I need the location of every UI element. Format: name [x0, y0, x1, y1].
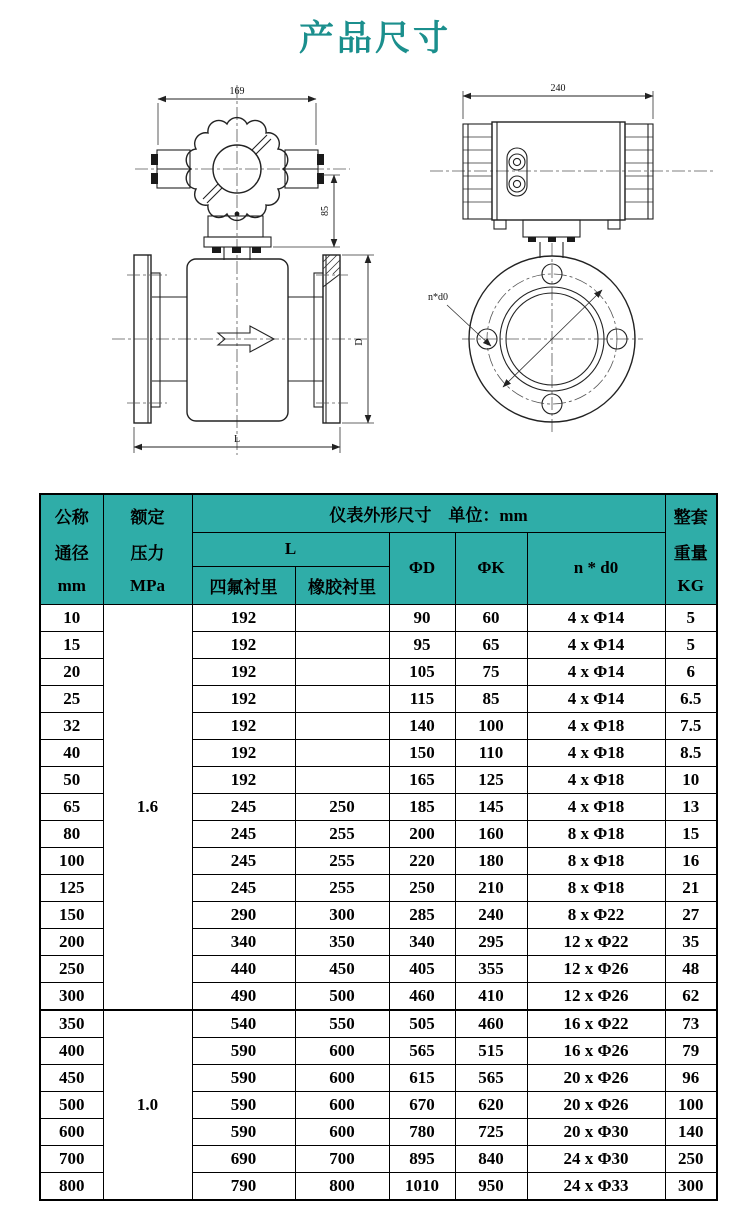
header-n-d0: n * d0 — [527, 532, 665, 604]
table-cell: 490 — [192, 982, 295, 1010]
table-cell: 20 x Φ26 — [527, 1091, 665, 1118]
header-rubber-lining: 橡胶衬里 — [295, 566, 389, 604]
table-cell: 255 — [295, 820, 389, 847]
table-cell: 75 — [455, 658, 527, 685]
header-line: 公称 — [54, 507, 89, 527]
table-cell: 250 — [389, 874, 455, 901]
table-cell: 6 — [665, 658, 717, 685]
header-L: L — [192, 532, 389, 566]
table-cell: 295 — [455, 928, 527, 955]
table-cell: 240 — [455, 901, 527, 928]
table-cell: 8.5 — [665, 739, 717, 766]
table-cell: 565 — [389, 1037, 455, 1064]
table-cell: 40 — [40, 739, 103, 766]
table-cell — [295, 631, 389, 658]
table-cell: 150 — [40, 901, 103, 928]
table-cell: 192 — [192, 631, 295, 658]
pressure-group-cell: 1.0 — [103, 1010, 192, 1200]
table-cell: 500 — [40, 1091, 103, 1118]
table-cell: 110 — [455, 739, 527, 766]
table-cell: 6.5 — [665, 685, 717, 712]
table-cell: 200 — [40, 928, 103, 955]
table-cell: 140 — [389, 712, 455, 739]
table-cell: 350 — [40, 1010, 103, 1038]
table-cell: 255 — [295, 847, 389, 874]
page-title: 产品尺寸 — [298, 19, 451, 58]
table-cell: 440 — [192, 955, 295, 982]
table-cell: 145 — [455, 793, 527, 820]
table-cell: 460 — [455, 1010, 527, 1038]
table-cell: 160 — [455, 820, 527, 847]
table-cell: 600 — [40, 1118, 103, 1145]
front-width-dim-label: 169 — [229, 86, 245, 97]
table-cell: 700 — [295, 1145, 389, 1172]
table-cell: 12 x Φ26 — [527, 982, 665, 1010]
table-cell: 700 — [40, 1145, 103, 1172]
table-cell: 590 — [192, 1118, 295, 1145]
table-cell: 62 — [665, 982, 717, 1010]
table-cell: 245 — [192, 874, 295, 901]
table-cell: 4 x Φ18 — [527, 739, 665, 766]
table-cell: 100 — [665, 1091, 717, 1118]
table-cell: 410 — [455, 982, 527, 1010]
table-cell: 285 — [389, 901, 455, 928]
flowmeter-drawing-svg — [0, 72, 750, 487]
table-cell: 60 — [455, 604, 527, 631]
header-outline-dimensions: 仪表外形尺寸 单位：mm — [192, 494, 665, 532]
table-cell: 115 — [389, 685, 455, 712]
table-cell: 300 — [665, 1172, 717, 1200]
table-cell: 4 x Φ18 — [527, 793, 665, 820]
table-cell: 250 — [40, 955, 103, 982]
table-cell: 725 — [455, 1118, 527, 1145]
front-view-drawing — [112, 85, 374, 455]
table-cell: 79 — [665, 1037, 717, 1064]
table-cell: 65 — [455, 631, 527, 658]
table-cell: 340 — [192, 928, 295, 955]
table-row — [40, 1010, 717, 1038]
table-cell: 192 — [192, 658, 295, 685]
table-cell: 35 — [665, 928, 717, 955]
table-cell: 460 — [389, 982, 455, 1010]
table-cell: 355 — [455, 955, 527, 982]
table-cell — [295, 712, 389, 739]
header-phiK: ΦK — [455, 532, 527, 604]
table-cell: 405 — [389, 955, 455, 982]
table-cell: 590 — [192, 1091, 295, 1118]
header-line: mm — [57, 575, 86, 595]
table-cell: 200 — [389, 820, 455, 847]
table-cell: 150 — [389, 739, 455, 766]
front-length-dim-label: L — [233, 434, 241, 445]
front-height-dim-label: 85 — [320, 206, 331, 216]
table-cell: 20 — [40, 658, 103, 685]
table-cell: 10 — [40, 604, 103, 631]
table-cell: 12 x Φ26 — [527, 955, 665, 982]
table-cell: 4 x Φ14 — [527, 631, 665, 658]
table-cell: 210 — [455, 874, 527, 901]
table-cell: 100 — [40, 847, 103, 874]
table-cell: 895 — [389, 1145, 455, 1172]
side-width-dim-label: 240 — [550, 83, 566, 94]
table-cell: 192 — [192, 766, 295, 793]
table-cell: 165 — [389, 766, 455, 793]
dimensions-table — [39, 493, 718, 1201]
product-drawings — [0, 72, 750, 487]
table-cell: 73 — [665, 1010, 717, 1038]
table-cell: 5 — [665, 604, 717, 631]
table-cell: 670 — [389, 1091, 455, 1118]
table-cell: 250 — [665, 1145, 717, 1172]
table-cell — [295, 739, 389, 766]
table-cell: 245 — [192, 793, 295, 820]
table-cell: 100 — [455, 712, 527, 739]
table-cell: 500 — [295, 982, 389, 1010]
table-cell: 16 x Φ22 — [527, 1010, 665, 1038]
table-cell: 95 — [389, 631, 455, 658]
header-line: 重量 — [673, 544, 708, 564]
table-cell: 690 — [192, 1145, 295, 1172]
header-line: MPa — [130, 575, 165, 595]
header-nominal-diameter — [40, 494, 103, 604]
table-cell: 250 — [295, 793, 389, 820]
table-cell: 540 — [192, 1010, 295, 1038]
front-diameter-dim-label: D — [354, 338, 365, 346]
table-cell: 192 — [192, 604, 295, 631]
table-cell: 590 — [192, 1064, 295, 1091]
header-rated-pressure — [103, 494, 192, 604]
table-cell: 16 — [665, 847, 717, 874]
table-cell: 24 x Φ33 — [527, 1172, 665, 1200]
header-ptfe-lining: 四氟衬里 — [192, 566, 295, 604]
table-cell: 565 — [455, 1064, 527, 1091]
table-cell: 505 — [389, 1010, 455, 1038]
table-cell: 4 x Φ14 — [527, 658, 665, 685]
table-cell: 840 — [455, 1145, 527, 1172]
table-cell: 4 x Φ18 — [527, 712, 665, 739]
side-view-drawing — [428, 83, 716, 434]
header-line: KG — [677, 575, 704, 595]
header-line: 压力 — [130, 544, 165, 564]
table-cell: 180 — [455, 847, 527, 874]
table-cell: 8 x Φ18 — [527, 820, 665, 847]
table-cell: 8 x Φ18 — [527, 874, 665, 901]
table-row — [40, 604, 717, 631]
table-cell: 80 — [40, 820, 103, 847]
table-cell: 600 — [295, 1064, 389, 1091]
table-body — [40, 604, 717, 1200]
table-cell: 32 — [40, 712, 103, 739]
pressure-group-cell: 1.6 — [103, 604, 192, 1010]
table-cell — [295, 604, 389, 631]
table-cell: 790 — [192, 1172, 295, 1200]
table-cell: 8 x Φ18 — [527, 847, 665, 874]
table-cell: 4 x Φ14 — [527, 685, 665, 712]
header-phiD: ΦD — [389, 532, 455, 604]
table-cell: 615 — [389, 1064, 455, 1091]
table-cell: 10 — [665, 766, 717, 793]
table-cell: 192 — [192, 712, 295, 739]
table-cell: 192 — [192, 739, 295, 766]
table-cell: 21 — [665, 874, 717, 901]
table-cell: 25 — [40, 685, 103, 712]
table-cell: 90 — [389, 604, 455, 631]
table-cell: 1010 — [389, 1172, 455, 1200]
table-cell: 780 — [389, 1118, 455, 1145]
table-cell: 800 — [40, 1172, 103, 1200]
table-cell: 27 — [665, 901, 717, 928]
table-cell: 300 — [40, 982, 103, 1010]
table-cell: 125 — [40, 874, 103, 901]
table-cell: 600 — [295, 1118, 389, 1145]
table-cell — [295, 766, 389, 793]
table-cell: 20 x Φ26 — [527, 1064, 665, 1091]
table-cell — [295, 685, 389, 712]
bolt-holes-label: n*d0 — [428, 292, 448, 303]
table-cell: 16 x Φ26 — [527, 1037, 665, 1064]
table-cell: 515 — [455, 1037, 527, 1064]
table-cell: 140 — [665, 1118, 717, 1145]
table-cell: 8 x Φ22 — [527, 901, 665, 928]
table-cell: 96 — [665, 1064, 717, 1091]
table-cell: 255 — [295, 874, 389, 901]
table-cell: 350 — [295, 928, 389, 955]
table-cell: 400 — [40, 1037, 103, 1064]
table-cell: 550 — [295, 1010, 389, 1038]
table-cell: 50 — [40, 766, 103, 793]
header-line: 额定 — [130, 507, 165, 527]
table-cell: 65 — [40, 793, 103, 820]
table-cell: 125 — [455, 766, 527, 793]
table-cell: 300 — [295, 901, 389, 928]
table-cell: 15 — [665, 820, 717, 847]
table-cell: 4 x Φ18 — [527, 766, 665, 793]
table-cell: 7.5 — [665, 712, 717, 739]
table-cell: 450 — [295, 955, 389, 982]
table-cell: 220 — [389, 847, 455, 874]
table-cell: 620 — [455, 1091, 527, 1118]
table-cell: 85 — [455, 685, 527, 712]
table-cell: 590 — [192, 1037, 295, 1064]
table-cell: 600 — [295, 1091, 389, 1118]
table-cell: 20 x Φ30 — [527, 1118, 665, 1145]
table-cell: 12 x Φ22 — [527, 928, 665, 955]
header-line: 通径 — [54, 544, 89, 564]
table-cell: 105 — [389, 658, 455, 685]
table-cell: 15 — [40, 631, 103, 658]
table-header — [40, 494, 717, 604]
table-cell: 450 — [40, 1064, 103, 1091]
table-cell: 4 x Φ14 — [527, 604, 665, 631]
table-cell: 185 — [389, 793, 455, 820]
header-line: 整套 — [673, 507, 708, 527]
table-cell: 48 — [665, 955, 717, 982]
table-cell: 340 — [389, 928, 455, 955]
table-cell: 800 — [295, 1172, 389, 1200]
table-cell: 24 x Φ30 — [527, 1145, 665, 1172]
table-cell: 290 — [192, 901, 295, 928]
table-cell: 5 — [665, 631, 717, 658]
table-cell: 600 — [295, 1037, 389, 1064]
table-cell: 950 — [455, 1172, 527, 1200]
table-cell: 245 — [192, 820, 295, 847]
table-cell: 192 — [192, 685, 295, 712]
table-cell: 13 — [665, 793, 717, 820]
table-cell — [295, 658, 389, 685]
table-cell: 245 — [192, 847, 295, 874]
header-total-weight — [665, 494, 717, 604]
